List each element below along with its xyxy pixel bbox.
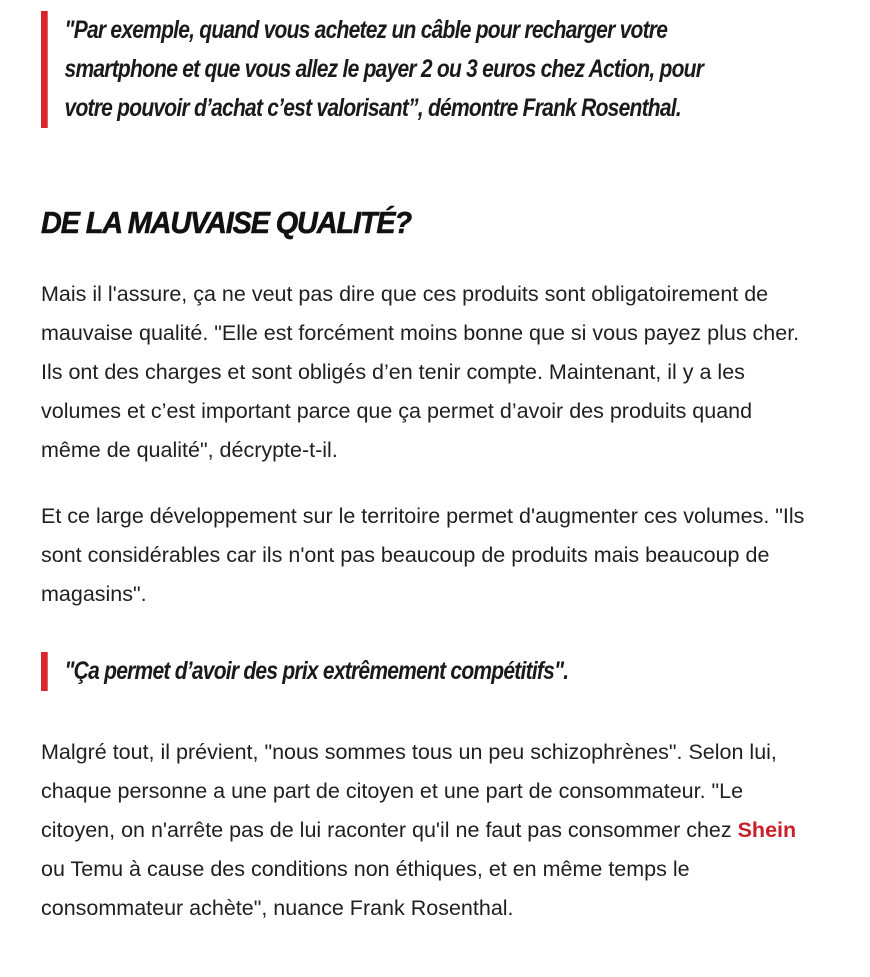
paragraph-text: Malgré tout, il prévient, "nous sommes tous un peu schizophrènes". Selon lui, chaque personne a une part de citoyen et une part de consommateur. "Le citoyen, on n'arrête pas de lui raconter qu'il ne faut pas consommer chez (41, 740, 777, 842)
pull-quote-text: "Ça permet d’avoir des prix extrêmement compétitifs". (64, 657, 569, 685)
pull-quote-text: "Par exemple, quand vous achetez un câble pour recharger votre smartphone et que vous allez le payer 2 ou 3 euros chez Action, pour votre pouvoir d’achat c’est valorisant”, démontre Frank Rosenthal. (64, 16, 704, 122)
article-paragraph: Mais il l'assure, ça ne veut pas dire que ces produits sont obligatoirement de mauvaise qualité. "Elle est forcément moins bonne que si vous payez plus cher. Ils ont des charges et sont obligés d’en tenir compte. Maintenant, il y a les volumes et c’est important parce que ça permet d’avoir des produits quand même de qualité", décrypte-t-il. (41, 282, 800, 462)
article-paragraph: Et ce large développement sur le territoire permet d'augmenter ces volumes. "Ils sont considérables car ils n'ont pas beaucoup de produits mais beaucoup de magasins". (41, 504, 805, 606)
pull-quote (41, 11, 720, 128)
section-heading: DE LA MAUVAISE QUALITÉ? (41, 205, 411, 240)
pull-quote (41, 652, 720, 691)
shein-link[interactable]: Shein (737, 818, 797, 842)
article-paragraph (41, 733, 811, 928)
paragraph-text: ou Temu à cause des conditions non éthiques, et en même temps le consommateur achète", nuance Frank Rosenthal. (41, 857, 690, 920)
